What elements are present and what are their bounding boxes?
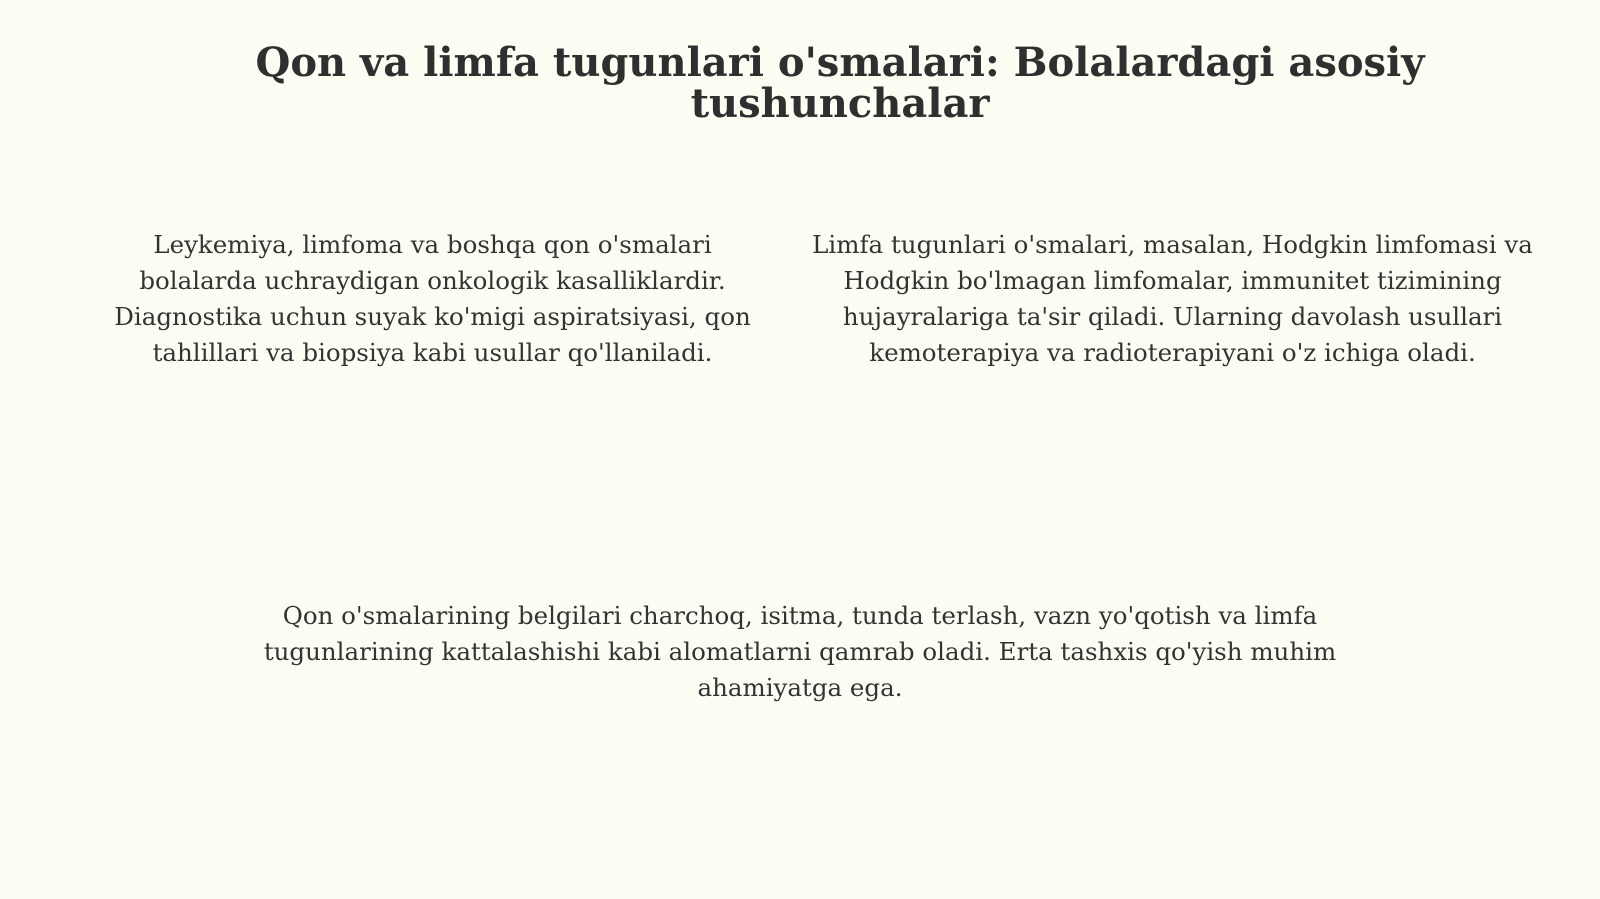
paragraph-lymph-node-tumors: Limfa tugunlari o'smalari, masalan, Hodgkin limfomasi va Hodgkin bo'lmagan limfomalar, immunitet tizimining hujayralariga ta'sir qiladi. Ularning davolash usullari kemoterapiya va radioterapiyani o'z ichiga oladi. bbox=[812, 230, 1533, 367]
paragraph-blood-tumors: Leykemiya, limfoma va boshqa qon o'smalari bolalarda uchraydigan onkologik kasalliklardir. Diagnostika uchun suyak ko'migi aspiratsiyasi, qon tahlillari va biopsiya kabi usullar qo'llaniladi. bbox=[114, 230, 751, 367]
slide-title: Qon va limfa tugunlari o'smalari: Bolalardagi asosiy tushunchalar bbox=[255, 39, 1425, 127]
paragraph-symptoms: Qon o'smalarining belgilari charchoq, isitma, tunda terlash, vazn yo'qotish va limfa tugunlarining kattalashishi kabi alomatlarni qamrab oladi. Erta tashxis qo'yish muhim ahamiyatga ega. bbox=[263, 601, 1337, 702]
